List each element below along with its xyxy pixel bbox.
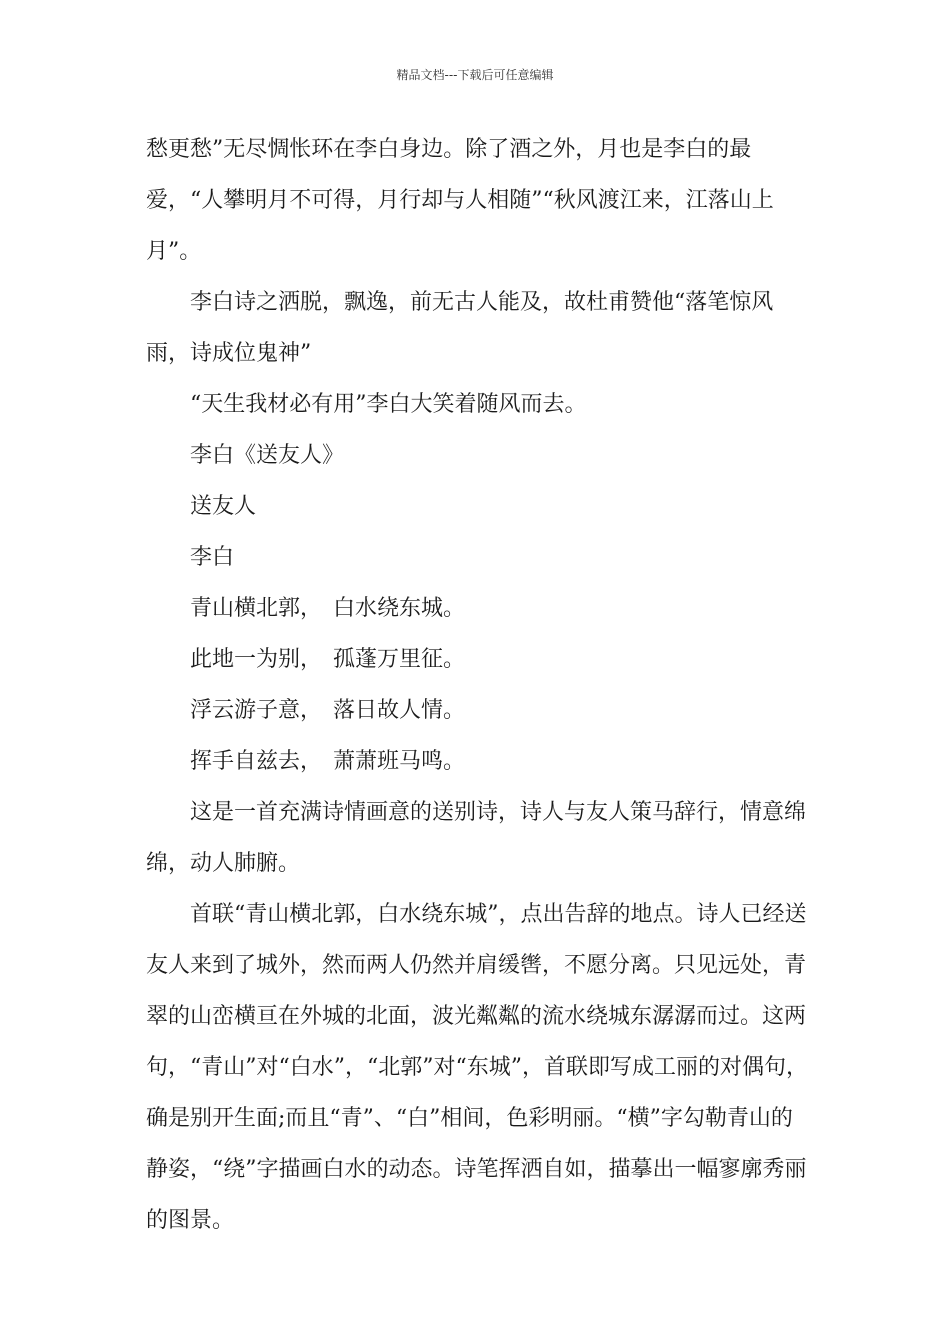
poem-line-4: 挥手自兹去， 萧萧班马鸣。 — [190, 749, 466, 774]
poem-author: 李白 — [190, 545, 235, 570]
paragraph-analysis-intro: 这是一首充满诗情画意的送别诗，诗人与友人策马辞行，情意绵绵，动人肺腑。 — [146, 800, 807, 876]
page-header-note: 精品文档---下载后可任意编辑 — [396, 68, 554, 82]
paragraph-du-fu-praise: 李白诗之洒脱，飘逸，前无古人能及，故杜甫赞他“落笔惊风雨，诗成位鬼神” — [146, 290, 774, 366]
poem-heading: 李白《送友人》 — [190, 443, 345, 468]
poem-line-1: 青山横北郭， 白水绕东城。 — [190, 596, 466, 621]
poem-title: 送友人 — [190, 494, 257, 519]
paragraph-laugh: “天生我材必有用”李白大笑着随风而去。 — [190, 392, 587, 417]
document-body — [146, 124, 808, 1246]
paragraph-analysis-first-couplet: 首联“青山横北郭，白水绕东城”，点出告辞的地点。诗人已经送友人来到了城外，然而两人仍然并肩缓辔，不愿分离。只见远处，青翠的山峦横亘在外城的北面，波光粼粼的流水绕城东潺潺而过。这两句，“青山”对“白水”，“北郭”对“东城”，首联即写成工丽的对偶句，确是别开生面;而且“青”、“白”相间，色彩明丽。“横”字勾勒青山的静姿，“绕”字描画白水的动态。诗笔挥洒自如，描摹出一幅寥廓秀丽的图景。 — [146, 902, 808, 1233]
poem-line-2: 此地一为别， 孤蓬万里征。 — [190, 647, 466, 672]
poem-line-3: 浮云游子意， 落日故人情。 — [190, 698, 466, 723]
paragraph-moon-continuation: 愁更愁”无尽惆怅环在李白身边。除了酒之外，月也是李白的最爱，“人攀明月不可得，月行却与人相随”“秋风渡江来，江落山上月”。 — [146, 137, 774, 264]
